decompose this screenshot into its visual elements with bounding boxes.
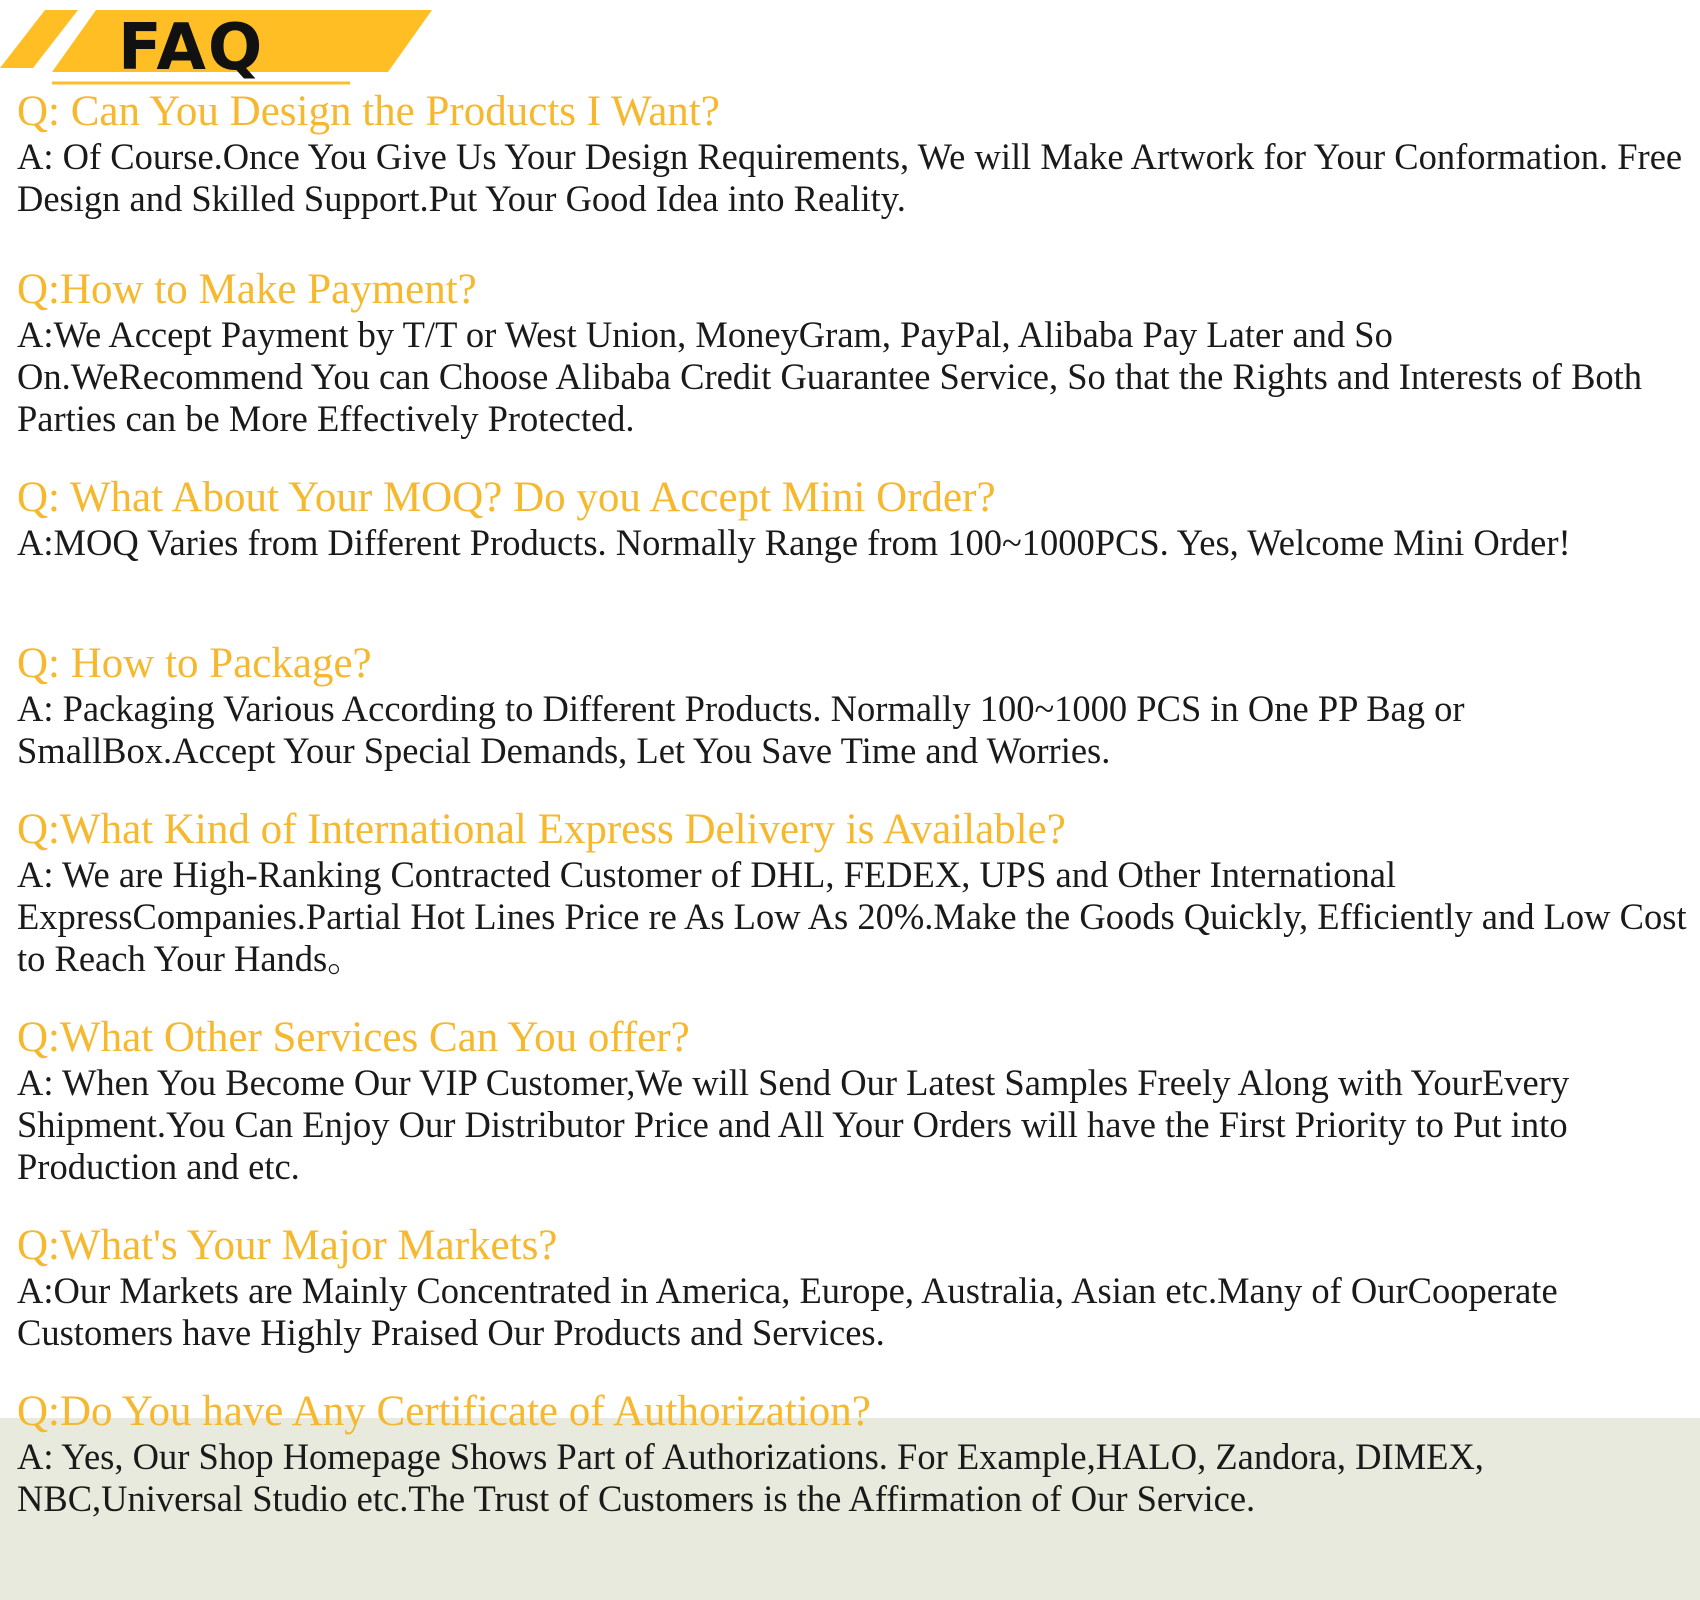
faq-item-payment — [17, 266, 1687, 440]
faq-question: Q:What's Your Major Markets? — [17, 1222, 558, 1269]
faq-question: Q: What About Your MOQ? Do you Accept Mini Order? — [17, 474, 996, 521]
faq-answer: A: When You Become Our VIP Customer,We will Send Our Latest Samples Freely Along with YourEvery Shipment.You Can Enjoy Our Distributor Price and All Your Orders will have the First Priority to Put into Production and etc. — [17, 1062, 1570, 1187]
faq-answer: A:We Accept Payment by T/T or West Union, MoneyGram, PayPal, Alibaba Pay Later and So On.WeRecommend You can Choose Alibaba Credit Guarantee Service, So that the Rights and Interests of Both Parties can be More Effectively Protected. — [17, 314, 1643, 439]
faq-question: Q: Can You Design the Products I Want? — [17, 88, 720, 135]
faq-question: Q:What Other Services Can You offer? — [17, 1014, 690, 1061]
faq-answer: A:MOQ Varies from Different Products. Normally Range from 100~1000PCS. Yes, Welcome Mini Order! — [17, 522, 1571, 563]
faq-answer: A:Our Markets are Mainly Concentrated in America, Europe, Australia, Asian etc.Many of OurCooperate Customers have Highly Praised Our Products and Services. — [17, 1270, 1558, 1353]
faq-item-certificate — [17, 1388, 1687, 1520]
faq-item-markets — [17, 1222, 1687, 1354]
faq-answer: A: Packaging Various According to Different Products. Normally 100~1000 PCS in One PP Bag or SmallBox.Accept Your Special Demands, Let You Save Time and Worries. — [17, 688, 1465, 771]
faq-item-delivery — [17, 806, 1687, 980]
faq-answer: A: Yes, Our Shop Homepage Shows Part of Authorizations. For Example,HALO, Zandora, DIMEX, NBC,Universal Studio etc.The Trust of Customers is the Affirmation of Our Service. — [17, 1436, 1484, 1519]
faq-question: Q: How to Package? — [17, 640, 372, 687]
faq-item-moq — [17, 474, 1687, 564]
faq-item-design — [17, 88, 1687, 220]
faq-item-package — [17, 640, 1687, 772]
faq-banner — [0, 0, 440, 90]
page-title: FAQ — [118, 11, 265, 85]
faq-answer: A: Of Course.Once You Give Us Your Design Requirements, We will Make Artwork for Your Conformation. Free Design and Skilled Support.Put Your Good Idea into Reality. — [17, 136, 1683, 219]
faq-question: Q:Do You have Any Certificate of Authorization? — [17, 1388, 871, 1435]
faq-question: Q:What Kind of International Express Delivery is Available? — [17, 806, 1066, 853]
faq-answer: A: We are High-Ranking Contracted Customer of DHL, FEDEX, UPS and Other International ExpressCompanies.Partial Hot Lines Price re As Low As 20%.Make the Goods Quickly, Efficiently and Low Cost to Reach Your Hands。 — [17, 854, 1687, 979]
faq-item-services — [17, 1014, 1687, 1188]
faq-question: Q:How to Make Payment? — [17, 266, 477, 313]
